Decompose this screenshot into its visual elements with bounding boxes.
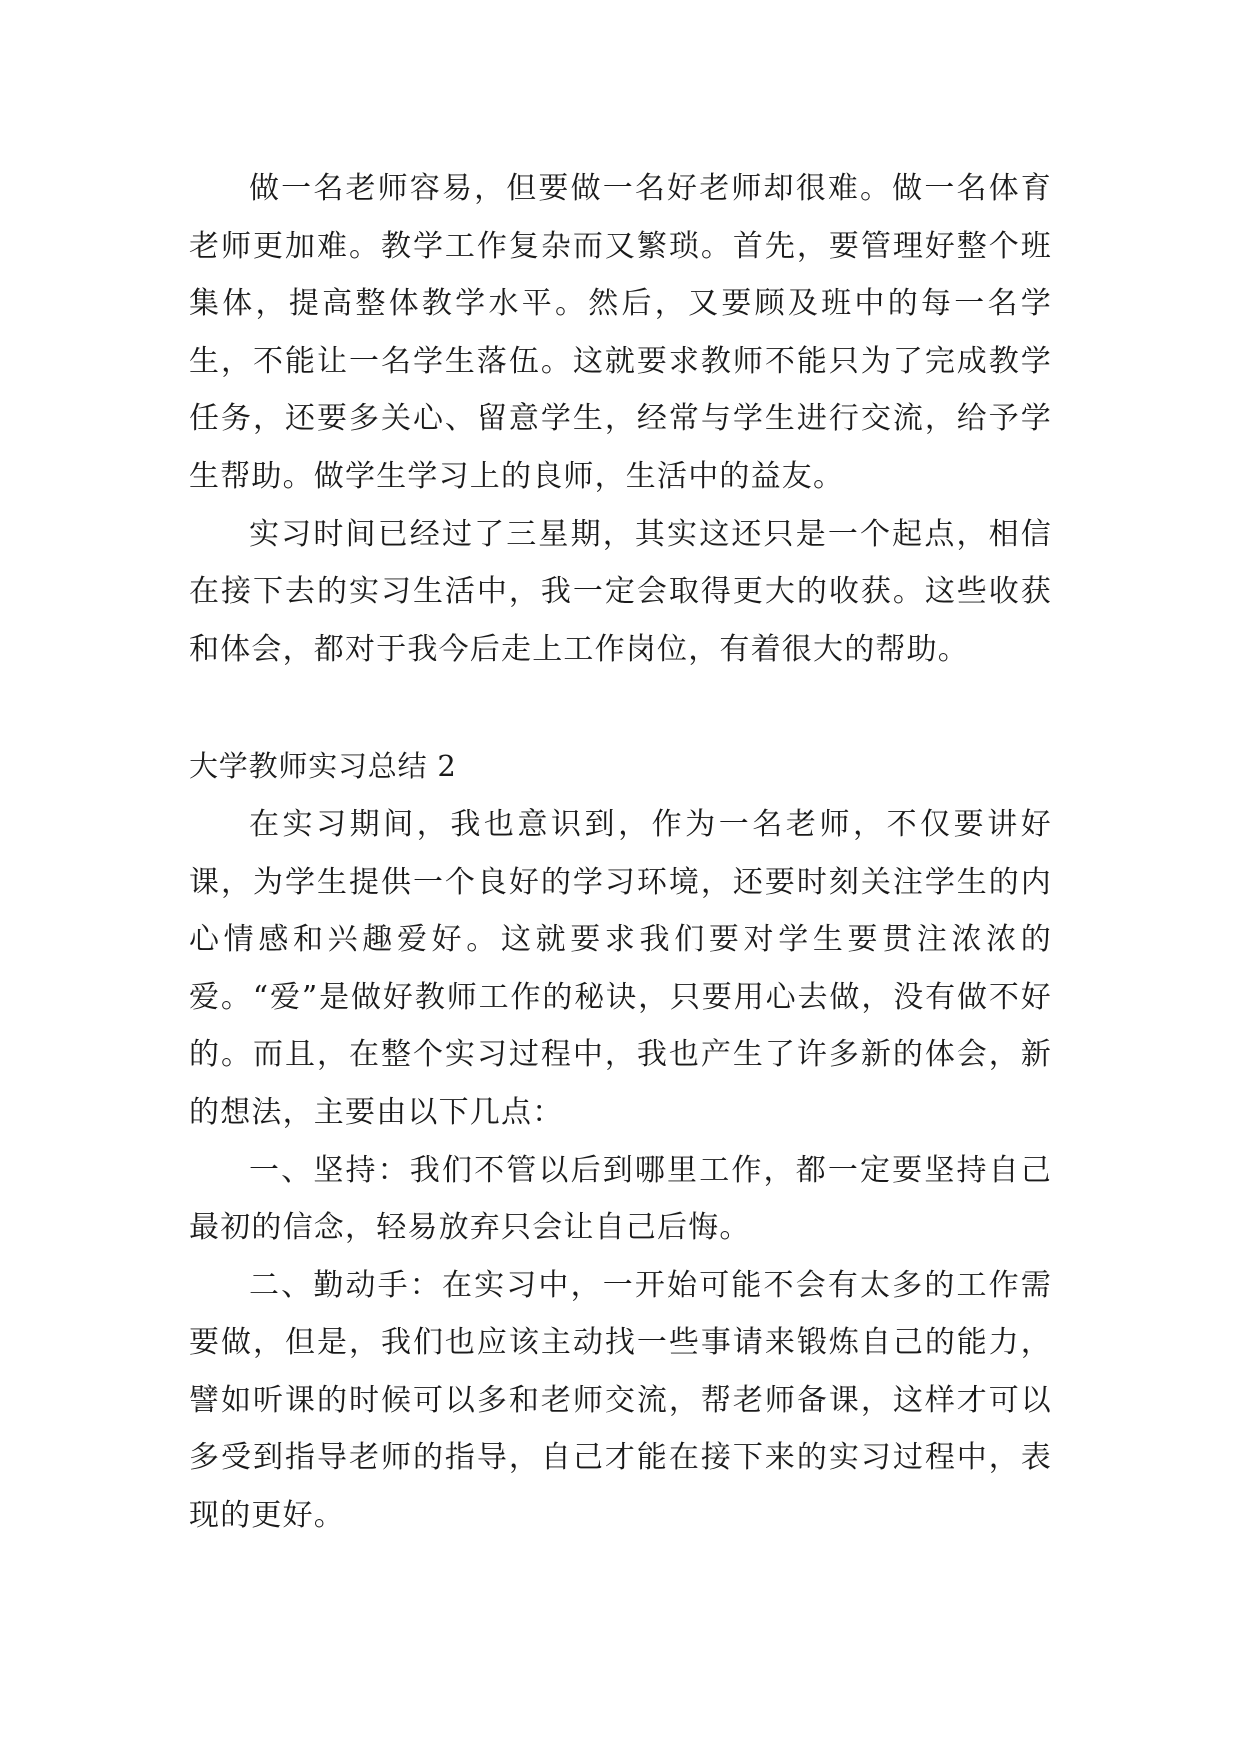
- paragraph-teacher-role: 做一名老师容易，但要做一名好老师却很难。做一名体育老师更加难。教学工作复杂而又繁琐。首先，要管理好整个班集体，提高整体教学水平。然后，又要顾及班中的每一名学生，不能让一名学生落伍。这就要求教师不能只为了完成教学任务，还要多关心、留意学生，经常与学生进行交流，给予学生帮助。做学生学习上的良师，生活中的益友。: [189, 171, 1052, 494]
- paragraph-three-weeks: 实习时间已经过了三星期，其实这还只是一个起点，相信在接下去的实习生活中，我一定会取得更大的收获。这些收获和体会，都对于我今后走上工作岗位，有着很大的帮助。: [189, 516, 1052, 667]
- paragraph-point-hands-on: 二、勤动手：在实习中，一开始可能不会有太多的工作需要做，但是，我们也应该主动找一些事请来锻炼自己的能力，譬如听课的时候可以多和老师交流，帮老师备课，这样才可以多受到指导老师的指导，自己才能在接下来的实习过程中，表现的更好。: [189, 1267, 1052, 1534]
- section-heading: 大学教师实习总结 2: [189, 749, 457, 784]
- section-spacer: [189, 678, 1052, 738]
- paragraph-internship-awareness: 在实习期间，我也意识到，作为一名老师，不仅要讲好课，为学生提供一个良好的学习环境，还要时刻关注学生的内心情感和兴趣爱好。这就要求我们要对学生要贯注浓浓的爱。“爱”是做好教师工作的秘诀，只要用心去做，没有做不好的。而且，在整个实习过程中，我也产生了许多新的体会，新的想法，主要由以下几点：: [189, 806, 1052, 1130]
- paragraph-point-persist: 一、坚持：我们不管以后到哪里工作，都一定要坚持自己最初的信念，轻易放弃只会让自己后悔。: [189, 1152, 1052, 1246]
